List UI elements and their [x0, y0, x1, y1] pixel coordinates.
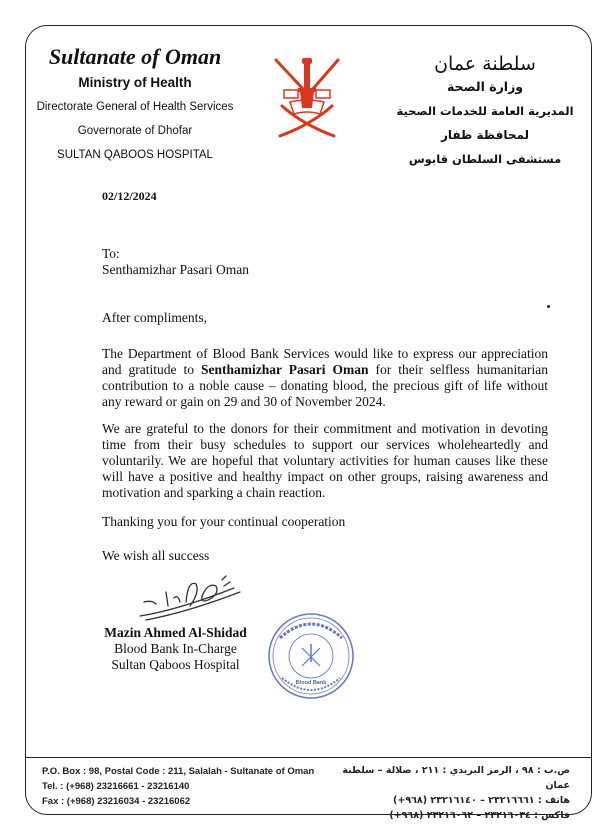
footer-address-arabic: ص.ب : ٩٨ ، الرمز البريدي : ٢١١ ، صلالة – سلطنة عمان: [342, 765, 570, 791]
footer-contact-english: [42, 764, 314, 809]
footer-tel-arabic: هاتف : ٢٣٢١٦٦٦١ – ٢٣٢١٦١٤٠ (٩٦٨+): [393, 795, 570, 806]
header-english: [10, 44, 260, 163]
directorate-title-arabic: المديرية العامة للخدمات الصحية: [396, 104, 574, 118]
hospital-title: SULTAN QABOOS HOSPITAL: [57, 149, 213, 161]
ministry-title: Ministry of Health: [78, 75, 192, 90]
thanks-line: Thanking you for your continual cooperation: [102, 514, 346, 529]
handwritten-signature-icon: [138, 572, 248, 624]
paragraph-text: The Department of Blood Bank Services would like to express our appreciation and gratitude to: [102, 346, 548, 377]
recipient-block: [102, 246, 249, 278]
footer-address: P.O. Box : 98, Postal Code : 211, Salalah - Sultanate of Oman: [42, 766, 315, 777]
paragraph-gratitude: We are grateful to the donors for their commitment and motivation in devoting time from their busy schedules to support our services wholeheartedly and voluntarily. We are hopeful that voluntary activities for human causes like these will have a positive and healthy impact on other groups, raising awareness and motivation and sparking a chain reaction.: [102, 421, 548, 500]
header-arabic: [385, 52, 585, 168]
signatory-name: Mazin Ahmed Al-Shidad: [104, 625, 247, 640]
country-title-arabic: سلطنة عمان: [434, 53, 536, 75]
signatory-title: Blood Bank In-Charge: [114, 641, 237, 656]
stamp-center-label: Blood Bank: [295, 680, 327, 686]
hospital-title-arabic: مستشفى السلطان قابوس: [408, 152, 562, 166]
closing-line: We wish all success: [102, 548, 210, 563]
paragraph-appreciation: [102, 346, 548, 410]
paragraph-text: for their selfless humanitarian contribution to a noble cause – donating blood, the precious gift of life without any reward or gain on 29 and 30 of November 2024.: [102, 362, 548, 409]
oman-national-emblem-icon: [262, 50, 352, 142]
scan-speck: [547, 305, 550, 308]
recipient-name: Senthamizhar Pasari Oman: [102, 262, 249, 277]
country-title: Sultanate of Oman: [48, 44, 222, 69]
donor-name-bold: Senthamizhar Pasari Oman: [201, 362, 369, 377]
footer-divider: [26, 757, 591, 758]
footer-contact-arabic: [320, 763, 570, 823]
to-label: To:: [102, 246, 120, 261]
governorate-title: Governorate of Dhofar: [77, 125, 193, 137]
footer-tel: Tel. : (+968) 23216661 - 23216140: [42, 781, 190, 792]
directorate-title: Directorate General of Health Services: [36, 101, 234, 113]
footer-fax: Fax : (+968) 23216034 - 23216062: [42, 796, 191, 807]
salutation: After compliments,: [102, 310, 207, 325]
footer-fax-arabic: فاكس : ٢٣٢١٦٠٣٤ – ٢٣٢١٦٠٦٢ (٩٦٨+): [389, 810, 570, 821]
official-stamp-icon: [266, 612, 356, 700]
signatory-block: [98, 625, 253, 673]
letter-date: 02/12/2024: [102, 189, 157, 203]
signatory-organization: Sultan Qaboos Hospital: [111, 657, 240, 672]
governorate-title-arabic: لمحافظة ظفار: [440, 128, 530, 142]
ministry-title-arabic: وزارة الصحة: [446, 79, 524, 94]
